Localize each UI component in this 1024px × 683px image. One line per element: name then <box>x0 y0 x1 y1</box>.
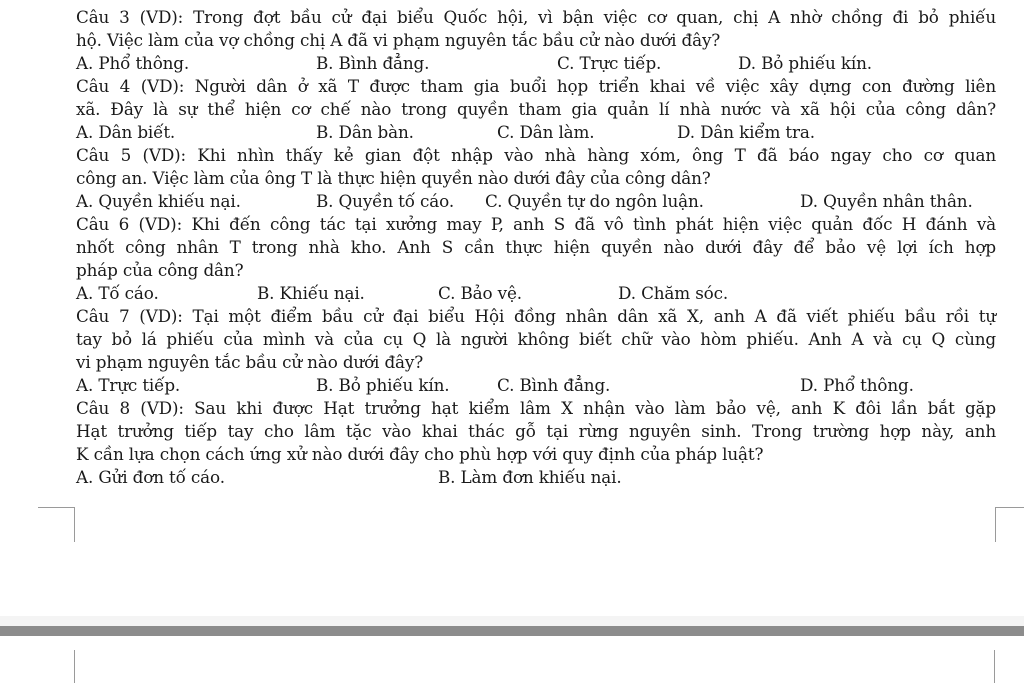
margin-mark-next-page-left <box>74 650 75 683</box>
option-b: B. Bỏ phiếu kín. <box>316 375 450 395</box>
option-d: D. Phổ thông. <box>800 375 914 395</box>
question-6-line-3: pháp của công dân? <box>76 260 244 280</box>
option-b: B. Làm đơn khiếu nại. <box>438 467 622 487</box>
question-6-options <box>76 282 996 305</box>
question-7-options <box>76 374 996 397</box>
question-4-options <box>76 121 996 144</box>
option-b: B. Bình đẳng. <box>316 53 430 73</box>
option-b: B. Dân bàn. <box>316 122 414 142</box>
option-a: A. Phổ thông. <box>76 53 190 73</box>
margin-corner-bottom-left <box>38 507 75 542</box>
question-6-line-1: Câu 6 (VD): Khi đến công tác tại xưởng may P, anh S đã vô tình phát hiện việc quản đốc H đánh và <box>76 214 996 234</box>
option-b: B. Khiếu nại. <box>257 283 365 303</box>
option-c: C. Dân làm. <box>497 122 595 142</box>
question-3-line-2: hộ. Việc làm của vợ chồng chị A đã vi phạm nguyên tắc bầu cử nào dưới đây? <box>76 30 721 50</box>
question-7-line-1: Câu 7 (VD): Tại một điểm bầu cử đại biểu Hội đồng nhân dân xã X, anh A đã viết phiếu bầu rồi tự <box>76 306 996 326</box>
option-c: C. Trực tiếp. <box>557 53 662 73</box>
question-6-line-2: nhốt công nhân T trong nhà kho. Anh S cần thực hiện quyền nào dưới đây để bảo vệ lợi ích hợp <box>76 237 996 257</box>
option-c: C. Quyền tự do ngôn luận. <box>485 191 704 211</box>
question-3-options <box>76 52 996 75</box>
question-5-options <box>76 190 996 213</box>
question-3-line-1: Câu 3 (VD): Trong đợt bầu cử đại biểu Quốc hội, vì bận việc cơ quan, chị A nhờ chồng đi bỏ phiếu <box>76 7 996 27</box>
question-4-line-2: xã. Đây là sự thể hiện cơ chế nào trong quyền tham gia quản lí nhà nước và xã hội của công dân? <box>76 99 996 119</box>
margin-mark-next-page-right <box>994 650 995 683</box>
question-8-line-1: Câu 8 (VD): Sau khi được Hạt trưởng hạt kiểm lâm X nhận vào làm bảo vệ, anh K đôi lần bắt gặp <box>76 398 996 418</box>
option-a: A. Quyền khiếu nại. <box>76 191 241 211</box>
page-separator <box>0 626 1024 636</box>
question-7-line-3: vi phạm nguyên tắc bầu cử nào dưới đây? <box>76 352 424 372</box>
option-d: D. Dân kiểm tra. <box>677 122 815 142</box>
question-8-line-3: K cần lựa chọn cách ứng xử nào dưới đây cho phù hợp với quy định của pháp luật? <box>76 444 764 464</box>
margin-corner-bottom-right <box>995 507 1024 542</box>
option-d: D. Bỏ phiếu kín. <box>738 53 872 73</box>
question-4-line-1: Câu 4 (VD): Người dân ở xã T được tham gia buổi họp triển khai về việc xây dựng con đường liên <box>76 76 996 96</box>
option-c: C. Bình đẳng. <box>497 375 611 395</box>
option-a: A. Tố cáo. <box>76 283 159 303</box>
question-5-line-1: Câu 5 (VD): Khi nhìn thấy kẻ gian đột nhập vào nhà hàng xóm, ông T đã báo ngay cho cơ quan <box>76 145 996 165</box>
option-a: A. Trực tiếp. <box>76 375 181 395</box>
option-a: A. Dân biết. <box>76 122 176 142</box>
question-7-line-2: tay bỏ lá phiếu của mình và của cụ Q là người không biết chữ vào hòm phiếu. Anh A và cụ Q cùng <box>76 329 996 349</box>
question-list <box>76 6 996 489</box>
option-a: A. Gửi đơn tố cáo. <box>76 467 225 487</box>
question-8-options <box>76 466 996 489</box>
option-d: D. Chăm sóc. <box>618 283 729 303</box>
option-d: D. Quyền nhân thân. <box>800 191 973 211</box>
question-8-line-2: Hạt trưởng tiếp tay cho lâm tặc vào khai thác gỗ tại rừng nguyên sinh. Trong trường hợp này, anh <box>76 421 996 441</box>
option-b: B. Quyền tố cáo. <box>316 191 455 211</box>
question-5-line-2: công an. Việc làm của ông T là thực hiện quyền nào dưới đây của công dân? <box>76 168 711 188</box>
option-c: C. Bảo vệ. <box>438 283 522 303</box>
